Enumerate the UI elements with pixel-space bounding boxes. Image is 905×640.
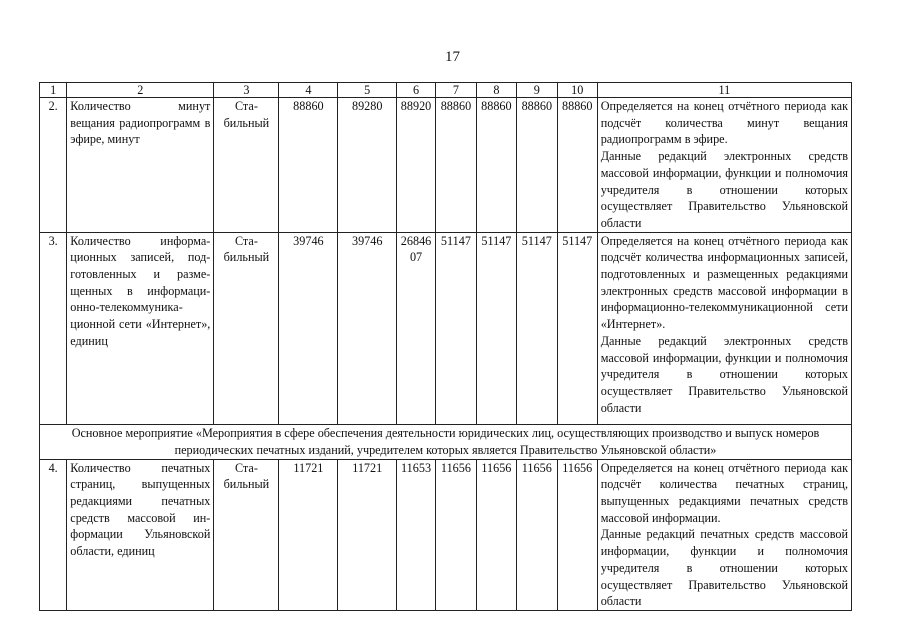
section-heading: Основное мероприятие «Мероприятия в сфере обеспечения деятельности юридических лиц, осуществляющих производство и выпуск номеров периодических печатных изданий, учредителем которых является Правительство Ульяновской области» [40, 424, 852, 459]
value-cell: 11656 [476, 459, 516, 610]
table-row [40, 459, 852, 610]
value-cell: 11656 [557, 459, 597, 610]
row-number: 4. [40, 459, 67, 610]
column-number-row [40, 83, 852, 98]
value-cell: 88860 [516, 98, 557, 233]
column-number: 11 [597, 83, 851, 98]
page-number: 17 [445, 49, 460, 65]
description-paragraph: Данные редакций электронных средств массовой информации, функции и полномочия учредителя в отношении которых осуществляет Правительство Ульяновской области [600, 149, 848, 230]
value-cell: 88860 [476, 98, 516, 233]
indicator-name: Количество информационных записей, подготовленных и размещенных в информационно-телекоммуникационной сети «Интернет», единиц [67, 232, 214, 424]
table-body [40, 83, 852, 611]
value-cell: 11721 [279, 459, 338, 610]
indicator-description [597, 459, 851, 610]
value-cell: 88920 [397, 98, 436, 233]
indicator-description [597, 98, 851, 233]
row-number: 3. [40, 232, 67, 424]
value-cell: 88860 [279, 98, 338, 233]
column-number: 1 [40, 83, 67, 98]
table-row [40, 232, 852, 424]
column-number: 5 [338, 83, 397, 98]
column-number: 2 [67, 83, 214, 98]
column-number: 9 [516, 83, 557, 98]
description-paragraph: Определяется на конец отчётного периода как подсчёт количества печатных страниц, выпущенных редакциями печатных средств массовой информации. [600, 460, 848, 525]
value-cell: 11653 [397, 459, 436, 610]
column-number: 10 [557, 83, 597, 98]
indicator-type: Стабильный [214, 98, 279, 233]
value-cell: 26846 07 [397, 232, 436, 424]
column-number: 8 [476, 83, 516, 98]
section-row [40, 424, 852, 459]
column-number: 3 [214, 83, 279, 98]
indicator-name: Количество печатных страниц, выпущенных редакциями печатных средств массовой информации Ульяновской области, единиц [67, 459, 214, 610]
value-cell: 88860 [435, 98, 476, 233]
value-cell: 11721 [338, 459, 397, 610]
indicator-type: Стабильный [214, 232, 279, 424]
value-cell: 88860 [557, 98, 597, 233]
indicator-name: Количество минут вещания радиопрограмм в эфире, минут [67, 98, 214, 233]
value-cell: 51147 [557, 232, 597, 424]
description-paragraph: Определяется на конец отчётного периода как подсчёт количества минут вещания радиопрограмм в эфире. [600, 99, 848, 147]
value-cell: 51147 [476, 232, 516, 424]
value-cell: 89280 [338, 98, 397, 233]
row-number: 2. [40, 98, 67, 233]
description-paragraph: Определяется на конец отчётного периода как подсчёт количества информационных записей, подготовленных и размещенных редакциями электронных средств массовой информации в информационно-телекоммуникационной сети «Интернет». [600, 233, 848, 332]
value-cell: 51147 [435, 232, 476, 424]
description-paragraph: Данные редакций печатных средств массовой информации, функции и полномочия учредителя в отношении которых осуществляет Правительство Ульяновской области [600, 527, 848, 609]
value-cell: 11656 [516, 459, 557, 610]
value-cell: 51147 [516, 232, 557, 424]
value-cell: 39746 [279, 232, 338, 424]
value-cell: 11656 [435, 459, 476, 610]
value-cell: 39746 [338, 232, 397, 424]
column-number: 7 [435, 83, 476, 98]
description-paragraph: Данные редакций электронных средств массовой информации, функции и полномочия учредителя в отношении которых осуществляет Правительство Ульяновской области [600, 333, 848, 415]
indicators-table [39, 82, 852, 611]
table-row [40, 98, 852, 233]
indicator-type: Стабильный [214, 459, 279, 610]
column-number: 6 [397, 83, 436, 98]
column-number: 4 [279, 83, 338, 98]
indicator-description [597, 232, 851, 424]
